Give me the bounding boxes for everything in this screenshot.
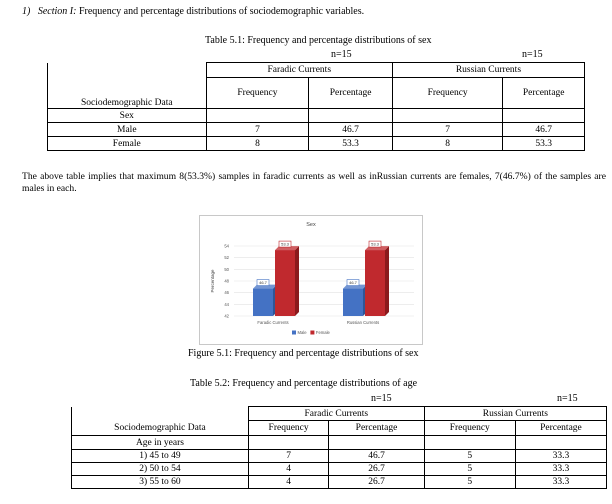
y-tick-label: 52 [224, 255, 229, 261]
y-axis-label: Percentage [210, 269, 215, 293]
table1 [47, 62, 585, 151]
x-tick-label: Russian Currents [346, 320, 380, 325]
bar-female [275, 250, 295, 316]
table1-col-freq2: Frequency [392, 78, 502, 109]
table1-col-label: Sociodemographic Data [48, 78, 207, 109]
bar-female [365, 250, 385, 316]
row-label: Female [48, 137, 207, 151]
table1-col-pct1: Percentage [309, 78, 393, 109]
data-label: 46.7 [349, 280, 357, 286]
cell-pct: 46.7 [329, 450, 424, 463]
bar-side [385, 246, 389, 316]
cell-pct: 26.7 [329, 463, 424, 476]
table1-col-pct2: Percentage [503, 78, 585, 109]
cell-freq: 7 [248, 450, 328, 463]
y-tick-label: 44 [224, 301, 229, 307]
table1-n-right: n=15 [522, 49, 543, 60]
body-paragraph: The above table implies that maximum 8(53.3%) samples in faradic currents as well as inRussian currents are females, 7(46.7%) of the samples are males in each. [22, 171, 606, 194]
x-tick-label: Faradic Currents [257, 320, 289, 325]
table-row [72, 463, 607, 476]
table2-col-label: Sociodemographic Data [72, 421, 249, 436]
y-tick-label: 50 [224, 266, 229, 272]
data-label: 53.3 [371, 241, 379, 247]
data-label: 53.3 [281, 241, 289, 247]
table-row [72, 476, 607, 489]
figure-caption: Figure 5.1: Frequency and percentage distributions of sex [188, 348, 419, 359]
table2-n-left: n=15 [371, 393, 392, 404]
y-tick-label: 54 [224, 243, 229, 249]
table2-n-right: n=15 [557, 393, 578, 404]
cell-pct: 33.3 [515, 463, 606, 476]
cell-freq: 8 [392, 137, 502, 151]
cell-pct: 33.3 [515, 450, 606, 463]
section-heading [22, 6, 364, 17]
table2-col-freq2: Frequency [424, 421, 515, 436]
table2-group2: Russian Currents [424, 407, 606, 421]
cell-freq: 4 [248, 476, 328, 489]
table1-corner [48, 63, 207, 78]
table2-col-pct2: Percentage [515, 421, 606, 436]
legend-swatch [292, 331, 296, 335]
cell-freq: 7 [392, 123, 502, 137]
row-label: 2) 50 to 54 [72, 463, 249, 476]
legend-swatch [310, 331, 314, 335]
section-text: Frequency and percentage distributions of sociodemographic variables. [78, 6, 365, 17]
chart-svg [200, 216, 422, 344]
table2-col-pct1: Percentage [329, 421, 424, 436]
table2-group1: Faradic Currents [248, 407, 424, 421]
table1-n-left: n=15 [331, 49, 352, 60]
cell-pct: 53.3 [503, 137, 585, 151]
table1-category: Sex [48, 109, 207, 123]
cell-freq: 4 [248, 463, 328, 476]
table-row [72, 450, 607, 463]
data-label: 46.7 [259, 280, 267, 286]
cell-freq: 5 [424, 450, 515, 463]
bar-male [253, 289, 273, 316]
cell-pct: 53.3 [309, 137, 393, 151]
table2 [71, 406, 607, 489]
y-tick-label: 48 [224, 278, 229, 284]
cell-pct: 46.7 [503, 123, 585, 137]
section-title: Section I: [37, 6, 77, 17]
sex-chart [199, 215, 423, 345]
table1-col-freq1: Frequency [206, 78, 309, 109]
chart-title: Sex [306, 222, 316, 228]
table2-category: Age in years [72, 436, 249, 450]
table1-caption: Table 5.1: Frequency and percentage distributions of sex [205, 35, 432, 46]
row-label: 1) 45 to 49 [72, 450, 249, 463]
table1-group2: Russian Currents [392, 63, 584, 78]
y-tick-label: 42 [224, 313, 229, 319]
cell-freq: 8 [206, 137, 309, 151]
cell-pct: 26.7 [329, 476, 424, 489]
section-number: 1) [22, 6, 31, 17]
cell-pct: 46.7 [309, 123, 393, 137]
table1-group1: Faradic Currents [206, 63, 392, 78]
bar-male [343, 289, 363, 316]
row-label: 3) 55 to 60 [72, 476, 249, 489]
table-row [48, 137, 585, 151]
table-row [48, 123, 585, 137]
y-tick-label: 46 [224, 290, 229, 296]
cell-freq: 7 [206, 123, 309, 137]
legend-entry: Female [315, 330, 330, 335]
table2-caption: Table 5.2: Frequency and percentage distributions of age [190, 378, 418, 389]
bar-side [295, 246, 299, 316]
legend-entry: Male [297, 330, 307, 335]
cell-pct: 33.3 [515, 476, 606, 489]
cell-freq: 5 [424, 463, 515, 476]
table2-col-freq1: Frequency [248, 421, 328, 436]
row-label: Male [48, 123, 207, 137]
cell-freq: 5 [424, 476, 515, 489]
